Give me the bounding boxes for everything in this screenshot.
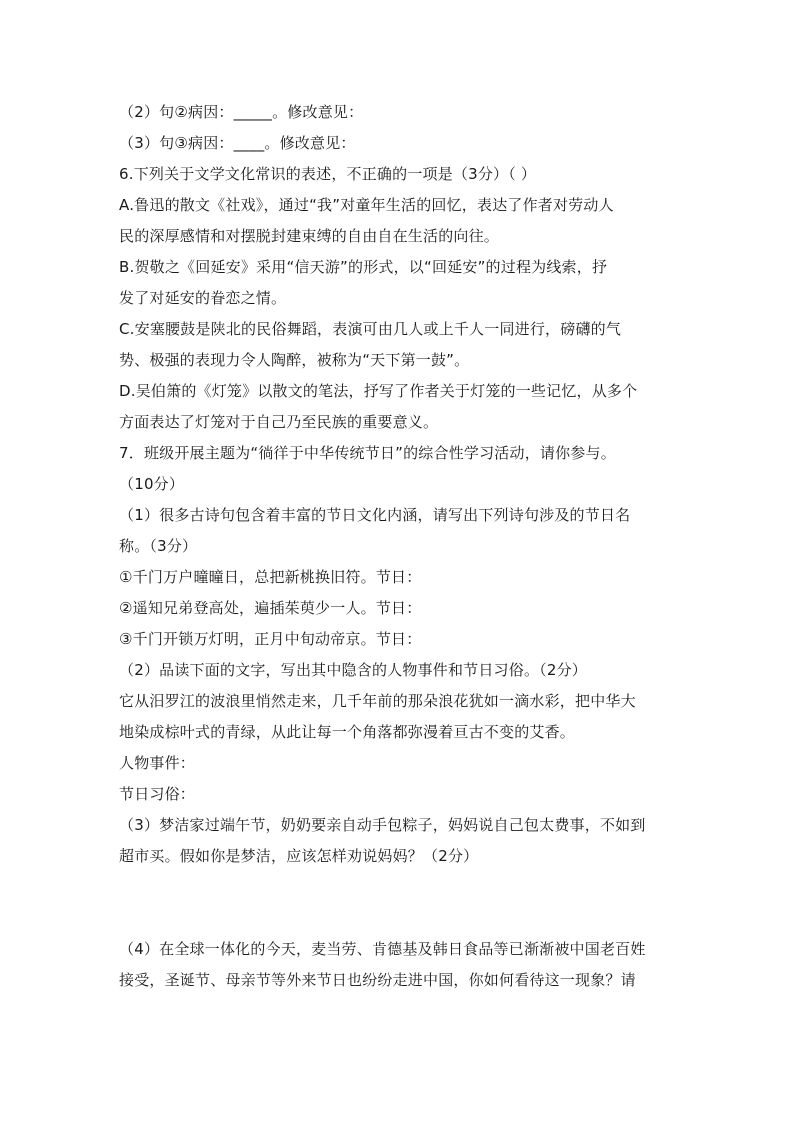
text-line-poem-2: ②遥知兄弟登高处，遍插茱萸少一人。节日： [119, 599, 422, 617]
text-line-person-event: 人物事件： [119, 754, 196, 772]
text-line-q5-3: （3）句③病因：____。修改意见： [119, 134, 356, 152]
text-line-option-c-2: 势、极强的表现力令人陶醉，被称为“天下第一鼓”。 [119, 351, 470, 369]
text-line-q7-4-a: （4）在全球一体化的今天，麦当劳、肯德基及韩日食品等已渐渐被中国老百姓 [119, 940, 646, 958]
text-line-option-b-1: B.贺敬之《回延安》采用“信天游”的形式，以“回延安”的过程为线索，抒 [119, 258, 608, 276]
text-line-option-b-2: 发了对延安的眷恋之情。 [119, 289, 287, 307]
text-line-q6: 6.下列关于文学文化常识的表述，不正确的一项是（3分）（ ） [119, 165, 537, 183]
text-line-q7-1-b: 称。（3分） [119, 537, 198, 555]
text-line-option-c-1: C.安塞腰鼓是陕北的民俗舞蹈，表演可由几人或上千人一同进行，磅礴的气 [119, 320, 622, 338]
text-line-q7-3-a: （3）梦洁家过端午节，奶奶要亲自动手包粽子，妈妈说自己包太费事，不如到 [119, 816, 646, 834]
text-line-q7-1-a: （1）很多古诗句包含着丰富的节日文化内涵，请写出下列诗句涉及的节日名 [119, 506, 631, 524]
text-line-poem-1: ①千门万户曈曈日，总把新桃换旧符。节日： [119, 568, 422, 586]
text-line-q7-4-b: 接受，圣诞节、母亲节等外来节日也纷纷走进中国，你如何看待这一现象？请 [119, 971, 636, 989]
text-line-option-d-1: D.吴伯箫的《灯笼》以散文的笔法，抒写了作者关于灯笼的一些记忆，从多个 [119, 382, 638, 400]
text-line-passage-1: 它从汨罗江的波浪里悄然走来，几千年前的那朵浪花犹如一滴水彩，把中华大 [119, 692, 636, 710]
text-line-custom: 节日习俗： [119, 785, 196, 803]
text-line-option-d-2: 方面表达了灯笼对于自己乃至民族的重要意义。 [119, 413, 439, 431]
text-line-option-a-2: 民的深厚感情和对摆脱封建束缚的自由自在生活的向往。 [119, 227, 500, 245]
text-line-q7-2: （2）品读下面的文字，写出其中隐含的人物事件和节日习俗。（2分） [119, 661, 587, 679]
text-line-q7-score: （10分） [119, 475, 185, 493]
text-line-q7-3-b: 超市买。假如你是梦洁，应该怎样劝说妈妈？（2分） [119, 847, 479, 865]
text-line-passage-2: 地染成棕叶式的青绿，从此让每一个角落都弥漫着亘古不变的艾香。 [119, 723, 576, 741]
text-line-poem-3: ③千门开锁万灯明，正月中旬动帝京。节日： [119, 630, 422, 648]
text-line-q7: 7．班级开展主题为“徜徉于中华传统节日”的综合性学习活动，请你参与。 [119, 444, 616, 462]
text-line-option-a-1: A.鲁迅的散文《社戏》，通过“我”对童年生活的回忆，表达了作者对劳动人 [119, 196, 614, 214]
text-line-q5-2: （2）句②病因：_____。修改意见： [119, 103, 364, 121]
